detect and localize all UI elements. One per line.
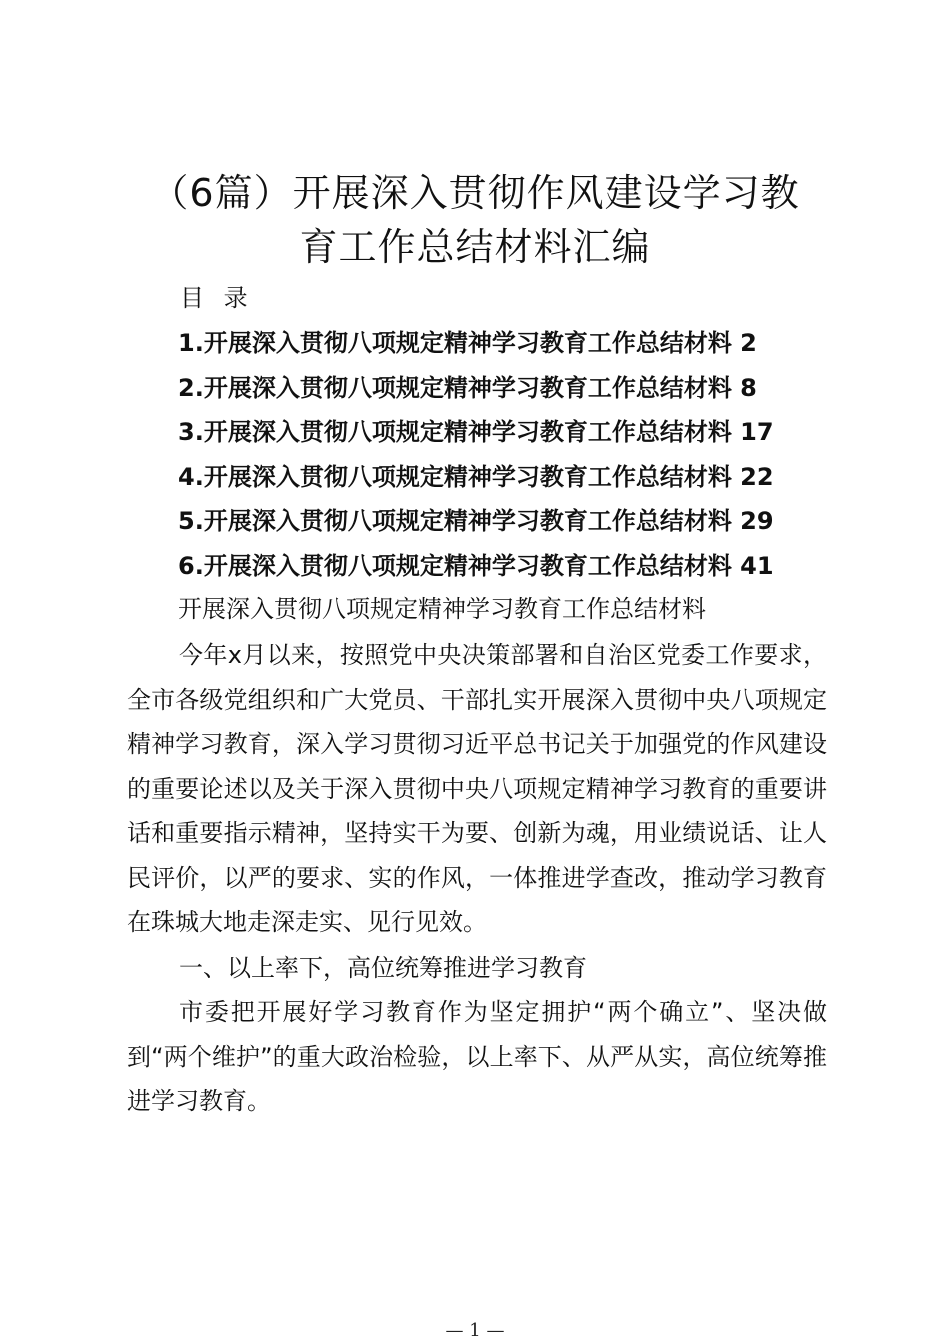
- body-paragraph: 今年x月以来，按照党中央决策部署和自治区党委工作要求，全市各级党组织和广大党员、干部扎实开展深入贯彻中央八项规定精神学习教育，深入学习贯彻习近平总书记关于加强党的作风建设的重要论述以及关于深入贯彻中央八项规定精神学习教育的重要讲话和重要指示精神，坚持实干为要、创新为魂，用业绩说话、让人民评价，以严的要求、实的作风，一体推进学查改，推动学习教育在珠城大地走深走实、见行见效。: [127, 641, 827, 936]
- document-title-line1: （6篇）开展深入贯彻作风建设学习教: [150, 171, 800, 215]
- toc-item[interactable]: 2.开展深入贯彻八项规定精神学习教育工作总结材料 8: [178, 373, 757, 402]
- section-title: 开展深入贯彻八项规定精神学习教育工作总结材料: [178, 595, 706, 623]
- document-title-line2: 育工作总结材料汇编: [299, 225, 651, 269]
- toc-item[interactable]: 6.开展深入贯彻八项规定精神学习教育工作总结材料 41: [178, 551, 774, 580]
- toc-item[interactable]: 1.开展深入贯彻八项规定精神学习教育工作总结材料 2: [178, 329, 757, 357]
- toc-item[interactable]: 4.开展深入贯彻八项规定精神学习教育工作总结材料 22: [178, 462, 774, 491]
- toc-heading: 目 录: [180, 284, 254, 312]
- toc-item[interactable]: 3.开展深入贯彻八项规定精神学习教育工作总结材料 17: [178, 418, 774, 447]
- body-paragraph: 市委把开展好学习教育作为坚定拥护“两个确立”、坚决做到“两个维护”的重大政治检验，以上率下、从严从实，高位统筹推进学习教育。: [127, 998, 827, 1115]
- table-of-contents: [178, 321, 774, 589]
- page-number: — 1 —: [445, 1320, 505, 1341]
- toc-item[interactable]: 5.开展深入贯彻八项规定精神学习教育工作总结材料 29: [178, 507, 774, 536]
- section-heading: 一、以上率下，高位统筹推进学习教育: [179, 954, 587, 982]
